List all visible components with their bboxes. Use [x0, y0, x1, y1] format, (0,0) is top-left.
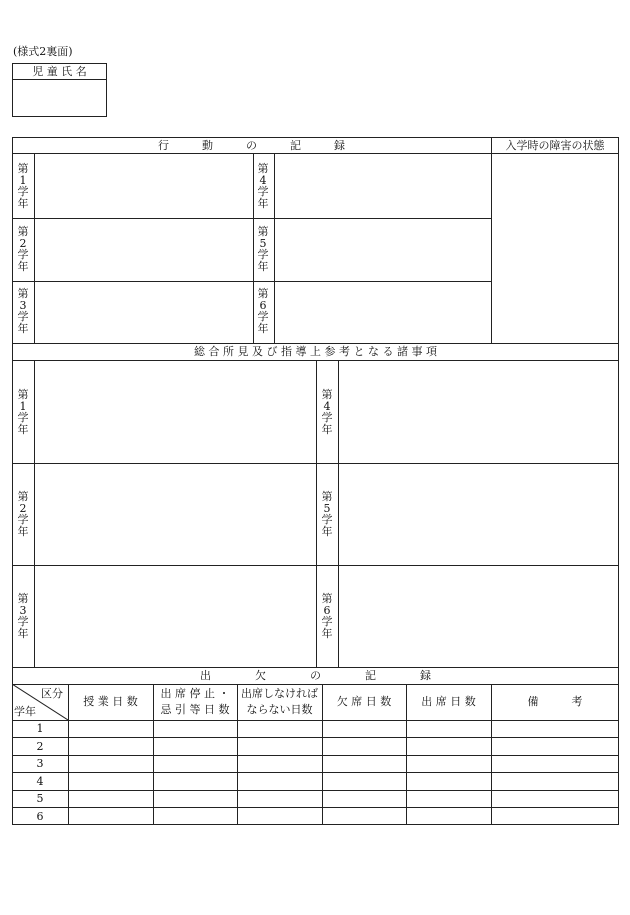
behavior-grade-6-field[interactable] [275, 282, 490, 342]
guidance-grade-3-label: 第 3 学 年 [17, 592, 29, 640]
behavior-title: 行 動 の 記 録 [158, 139, 345, 152]
behavior-grade-2-label: 第 2 学 年 [17, 225, 29, 273]
header-required-line2: ならない日数 [246, 703, 313, 716]
behavior-grade-4-label: 第 4 学 年 [257, 162, 269, 210]
behavior-grade-4-field[interactable] [275, 154, 490, 217]
attendance-row-1: 1 [36, 722, 44, 735]
disability-field[interactable] [492, 154, 618, 342]
guidance-grade-6-field[interactable] [339, 566, 618, 666]
attendance-row-5: 5 [36, 792, 44, 805]
header-absent-days: 欠 席 日 数 [336, 695, 392, 708]
student-name-header: 児 童 氏 名 [32, 65, 87, 78]
header-suspension-line1: 出 席 停 止 ・ [160, 687, 230, 700]
guidance-grade-6-label: 第 6 学 年 [321, 592, 333, 640]
guidance-grade-4-field[interactable] [339, 361, 618, 462]
guidance-title: 総 合 所 見 及 び 指 導 上 参 考 と な る 諸 事 項 [194, 345, 437, 358]
guidance-grade-1-field[interactable] [35, 361, 315, 462]
guidance-grade-1-label: 第 1 学 年 [17, 388, 29, 436]
header-required-line1: 出席しなければ [241, 687, 318, 700]
guidance-grade-3-field[interactable] [35, 566, 315, 666]
guidance-grade-4-label: 第 4 学 年 [321, 388, 333, 436]
form-label: (様式2裏面) [13, 45, 73, 58]
behavior-grade-6-label: 第 6 学 年 [257, 287, 269, 335]
behavior-grade-2-field[interactable] [35, 219, 252, 280]
corner-bottom-label: 学年 [14, 705, 36, 718]
attendance-row-3: 3 [36, 757, 44, 770]
behavior-grade-1-label: 第 1 学 年 [17, 162, 29, 210]
attendance-row-4: 4 [36, 775, 44, 788]
behavior-grade-3-field[interactable] [35, 282, 252, 342]
behavior-grade-5-label: 第 5 学 年 [257, 225, 269, 273]
header-class-days: 授 業 日 数 [83, 695, 138, 708]
behavior-grade-3-label: 第 3 学 年 [17, 287, 29, 335]
student-name-field[interactable] [14, 81, 105, 115]
header-remarks: 備 考 [527, 695, 583, 708]
corner-top-label: 区分 [41, 687, 63, 700]
disability-title: 入学時の障害の状態 [505, 139, 605, 152]
attendance-title: 出 欠 の 記 録 [200, 669, 431, 682]
header-suspension-line2: 忌 引 等 日 数 [160, 703, 230, 716]
guidance-grade-2-field[interactable] [35, 464, 315, 564]
behavior-grade-1-field[interactable] [35, 154, 252, 217]
header-attended-days: 出 席 日 数 [421, 695, 476, 708]
behavior-grade-5-field[interactable] [275, 219, 490, 280]
attendance-row-2: 2 [36, 740, 44, 753]
guidance-grade-5-field[interactable] [339, 464, 618, 564]
attendance-entry-grid[interactable] [69, 721, 618, 824]
guidance-grade-2-label: 第 2 学 年 [17, 490, 29, 538]
guidance-grade-5-label: 第 5 学 年 [321, 490, 333, 538]
attendance-row-6: 6 [36, 810, 44, 823]
